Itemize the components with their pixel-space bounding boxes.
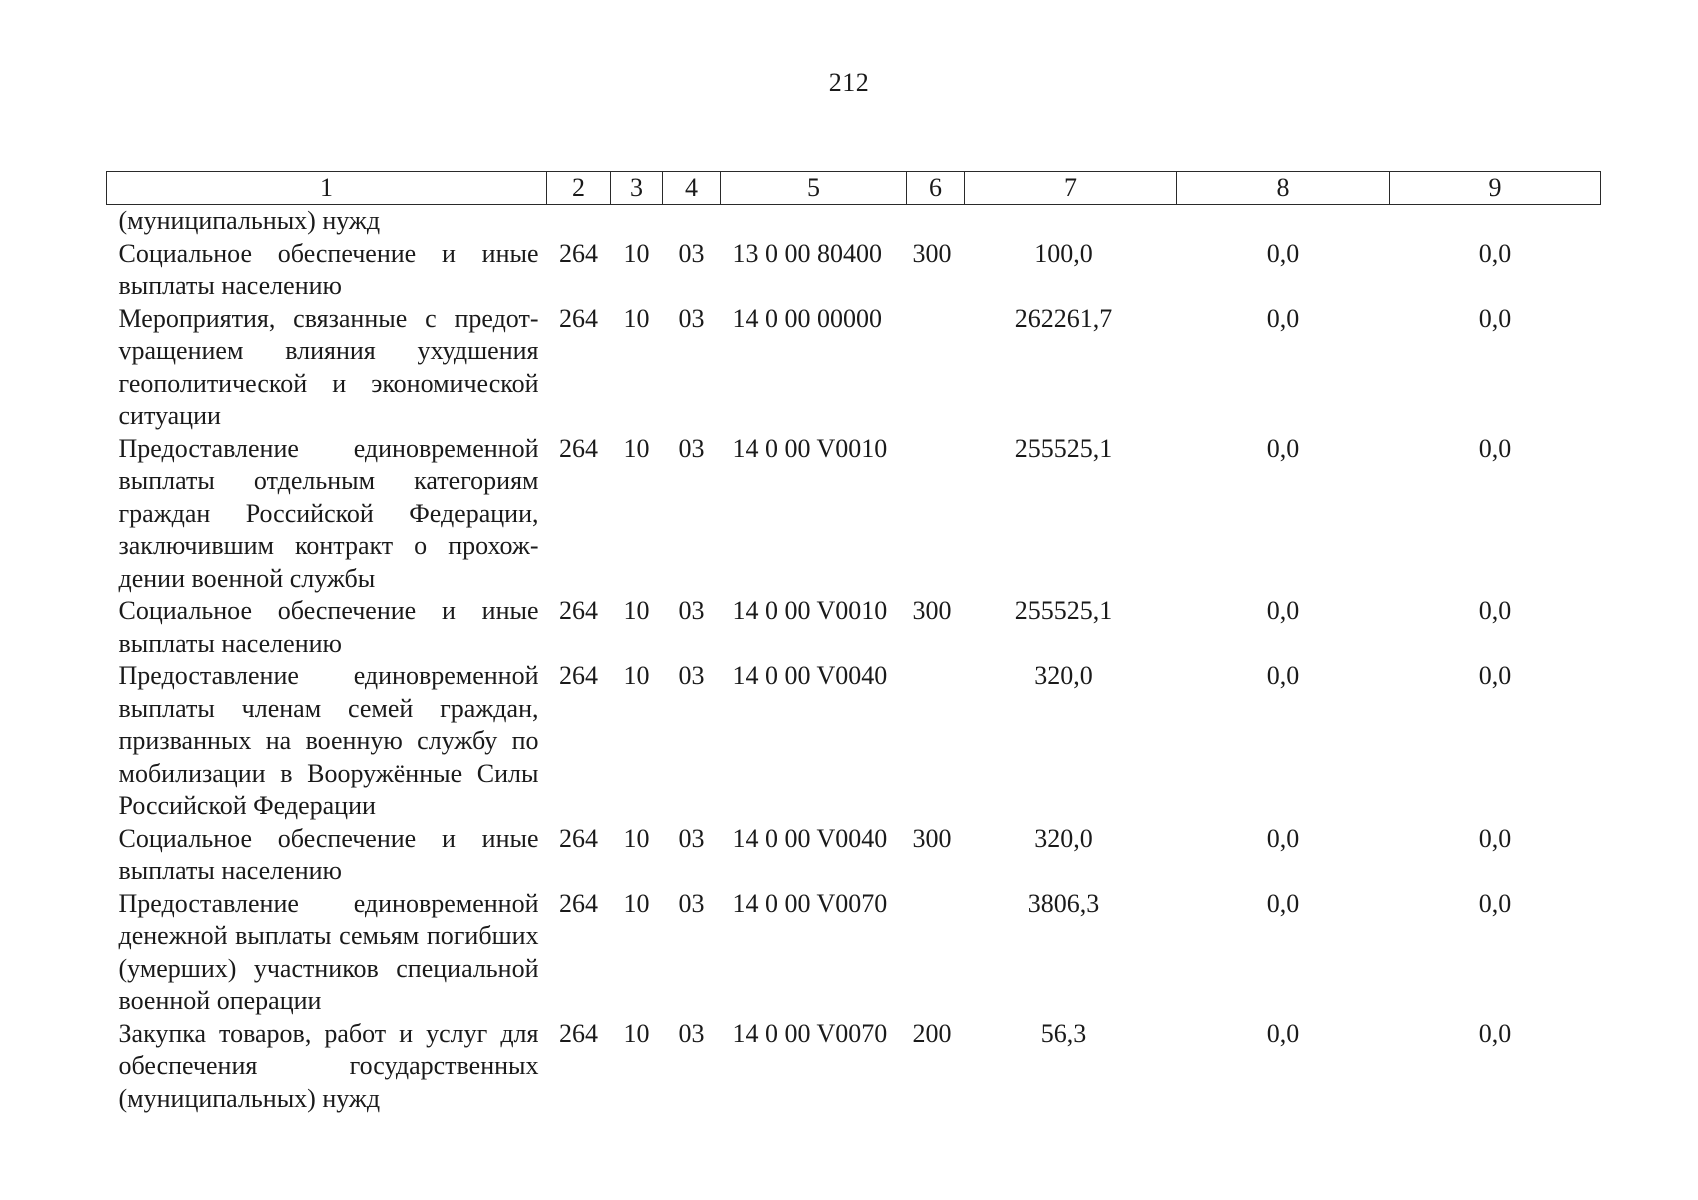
row-amount-2: 0,0	[1266, 433, 1300, 463]
table-row	[107, 238, 1601, 303]
row-grbs: 264	[559, 888, 598, 918]
row-section: 10	[623, 823, 650, 853]
row-amount-3: 0,0	[1478, 823, 1512, 853]
row-amount-2: 0,0	[1266, 888, 1300, 918]
header-cell-3: 3	[611, 172, 663, 205]
row-amount-2: 0,0	[1266, 303, 1300, 333]
row-amount-1: 320,0	[1034, 823, 1093, 853]
row-subsection: 03	[678, 1018, 705, 1048]
row-amount-3: 0,0	[1478, 238, 1512, 268]
row-subsection: 03	[678, 303, 705, 333]
row-amount-1: 100,0	[1034, 238, 1093, 268]
row-grbs: 264	[559, 661, 598, 690]
row-expense-type	[907, 433, 965, 596]
row-target-article: 14 0 00 V0070	[732, 1018, 888, 1048]
table-row	[107, 1018, 1601, 1116]
row-name: Социальное обеспечение и иные выплаты населению	[118, 596, 539, 658]
table-row	[107, 595, 1601, 660]
row-subsection: 03	[678, 823, 705, 853]
header-cell-8: 8	[1177, 172, 1390, 205]
row-expense-type	[907, 888, 965, 1018]
header-cell-4: 4	[663, 172, 721, 205]
row-expense-type	[907, 660, 965, 823]
table-row	[107, 823, 1601, 888]
row-section: 10	[623, 596, 650, 625]
row-target-article: 14 0 00 V0040	[732, 661, 888, 690]
row-target-article: 13 0 00 80400	[732, 238, 882, 268]
row-grbs: 264	[559, 303, 598, 333]
row-section: 10	[623, 433, 650, 463]
row-amount-3: 0,0	[1478, 1018, 1512, 1048]
row-amount-1: 262261,7	[1014, 303, 1113, 333]
continuation-row	[107, 205, 1601, 238]
header-cell-1: 1	[107, 172, 547, 205]
row-grbs: 264	[559, 1018, 598, 1048]
page-number: 212	[828, 68, 870, 97]
row-amount-1: 320,0	[1034, 661, 1093, 690]
table-row	[107, 433, 1601, 596]
row-section: 10	[623, 661, 650, 690]
row-section: 10	[623, 238, 650, 268]
table-row	[107, 303, 1601, 433]
row-name: Закупка товаров, работ и услуг для обеспечения государственных (муниципальных) нужд	[118, 1018, 539, 1113]
row-amount-3: 0,0	[1478, 596, 1512, 625]
row-grbs: 264	[559, 238, 598, 268]
row-name: Предоставление единовременной выплаты членам семей граждан, призванных на военную службу по мобилизации в Вооружённые Силы Российской Федерации	[118, 661, 539, 820]
budget-table	[106, 171, 1601, 1115]
row-name: Предоставление единовременной выплаты отдельным категориям граждан Российской Федерации, заключившим контракт о прохождении военной службы	[118, 433, 539, 593]
row-subsection: 03	[678, 596, 705, 625]
row-expense-type: 200	[912, 1018, 952, 1048]
row-amount-1: 255525,1	[1014, 433, 1113, 463]
row-grbs: 264	[559, 596, 598, 625]
table-row	[107, 660, 1601, 823]
continuation-text: (муниципальных) нужд	[118, 206, 381, 235]
table-row	[107, 888, 1601, 1018]
header-cell-6: 6	[907, 172, 965, 205]
row-amount-2: 0,0	[1266, 823, 1300, 853]
row-amount-2: 0,0	[1266, 238, 1300, 268]
row-target-article: 14 0 00 00000	[732, 303, 882, 333]
row-grbs: 264	[559, 433, 598, 463]
row-subsection: 03	[678, 661, 705, 690]
row-subsection: 03	[678, 433, 705, 463]
row-name: Предоставление единовременной денежной выплаты семьям погибших (умерших) участников специальной военной операции	[118, 888, 539, 1015]
row-amount-3: 0,0	[1478, 303, 1512, 333]
row-expense-type: 300	[912, 596, 952, 625]
row-target-article: 14 0 00 V0070	[732, 888, 888, 918]
row-amount-1: 3806,3	[1027, 888, 1100, 918]
row-target-article: 14 0 00 V0010	[732, 433, 888, 463]
row-amount-1: 56,3	[1040, 1018, 1087, 1048]
row-target-article: 14 0 00 V0040	[732, 823, 888, 853]
row-target-article: 14 0 00 V0010	[732, 596, 888, 625]
row-amount-2: 0,0	[1266, 1018, 1300, 1048]
row-amount-3: 0,0	[1478, 433, 1512, 463]
header-cell-2: 2	[547, 172, 611, 205]
row-amount-2: 0,0	[1266, 596, 1300, 625]
row-amount-1: 255525,1	[1014, 596, 1113, 625]
row-expense-type: 300	[912, 238, 952, 268]
row-amount-2: 0,0	[1266, 661, 1300, 690]
header-cell-9: 9	[1390, 172, 1601, 205]
header-cell-5: 5	[721, 172, 907, 205]
row-subsection: 03	[678, 238, 705, 268]
row-name: Социальное обеспечение и иные выплаты населению	[118, 238, 539, 300]
row-expense-type	[907, 303, 965, 433]
row-section: 10	[623, 888, 650, 918]
header-cell-7: 7	[965, 172, 1177, 205]
row-section: 10	[623, 303, 650, 333]
row-name: Мероприятия, связанные с предотvращением влияния ухудшения геополитической и экономической ситуации	[118, 303, 539, 430]
row-grbs: 264	[559, 823, 598, 853]
row-name: Социальное обеспечение и иные выплаты населению	[118, 823, 539, 885]
row-section: 10	[623, 1018, 650, 1048]
header-row	[107, 172, 1601, 205]
row-amount-3: 0,0	[1478, 888, 1512, 918]
row-subsection: 03	[678, 888, 705, 918]
row-expense-type: 300	[912, 823, 952, 853]
row-amount-3: 0,0	[1478, 661, 1512, 690]
